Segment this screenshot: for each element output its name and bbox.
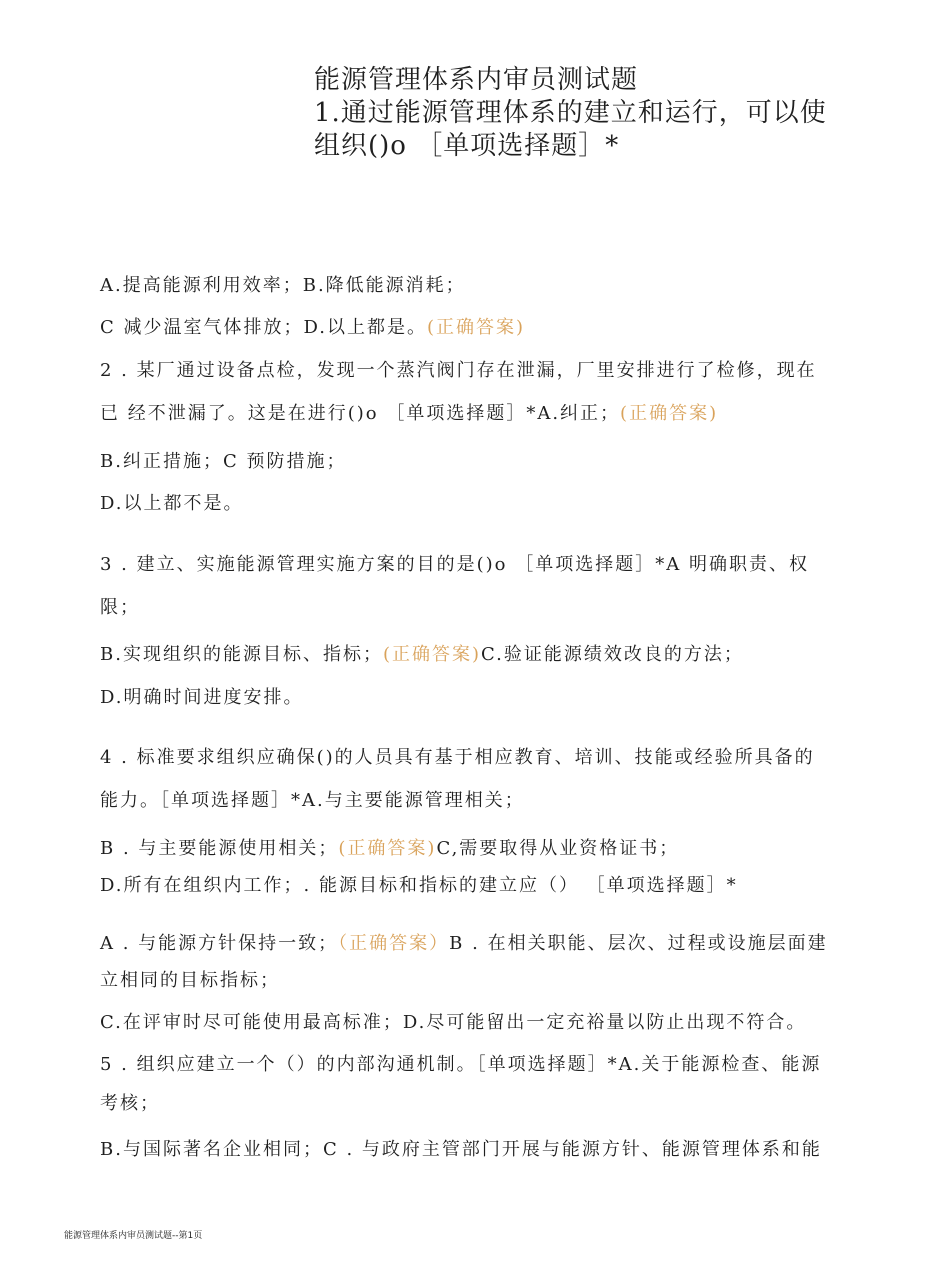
line-text: 已 经不泄漏了。这是在进行()o ［单项选择题］*A.纠正；: [100, 403, 621, 424]
line-text: 考核；: [100, 1093, 160, 1114]
text-line: [100, 596, 140, 620]
text-line: [100, 402, 718, 426]
line-text: 立相同的目标指标；: [100, 970, 280, 991]
correct-answer-mark: (正确答案): [620, 403, 719, 424]
title-line-2: 1.通过能源管理体系的建立和运行，可以使: [314, 98, 827, 128]
line-text: C 减少温室气体排放；D.以上都是。: [100, 317, 428, 338]
text-line: [100, 1092, 160, 1116]
line-text: D.所有在组织内工作；. 能源目标和指标的建立应（） ［单项选择题］*: [100, 875, 738, 896]
text-line: [100, 874, 738, 898]
line-text-after: C.验证能源绩效改良的方法；: [481, 644, 744, 665]
text-line: [100, 492, 244, 516]
document-title: [314, 64, 874, 163]
correct-answer-mark: (正确答案): [427, 317, 526, 338]
line-text: D.以上都不是。: [100, 493, 244, 514]
text-line: [100, 789, 525, 813]
title-line-1: 能源管理体系内审员测试题: [314, 65, 639, 95]
line-text: 2 . 某厂通过设备点检，发现一个蒸汽阀门存在泄漏，厂里安排进行了检修，现在: [100, 360, 817, 381]
text-line: [100, 553, 809, 577]
line-text-after: B . 在相关职能、层次、过程或设施层面建: [449, 933, 828, 954]
line-text: 5 . 组织应建立一个（）的内部沟通机制。［单项选择题］*A.关于能源检查、能源: [100, 1054, 822, 1075]
text-line: [100, 274, 466, 298]
text-line: [100, 359, 817, 383]
text-line: [100, 450, 346, 474]
line-text: D.明确时间进度安排。: [100, 687, 304, 708]
line-text: 3 . 建立、实施能源管理实施方案的目的是()o ［单项选择题］*A 明确职责、权: [100, 554, 809, 575]
text-line: [100, 746, 815, 770]
line-text: A . 与能源方针保持一致；: [100, 933, 339, 954]
line-text: B.与国际著名企业相同；C . 与政府主管部门开展与能源方针、能源管理体系和能: [100, 1139, 822, 1160]
text-line: [100, 1011, 806, 1035]
line-text: B.实现组织的能源目标、指标；: [100, 644, 383, 665]
page-footer: 能源管理体系内审员测试题--第1页: [64, 1231, 203, 1241]
line-text: 限；: [100, 597, 140, 618]
line-text: 4 . 标准要求组织应确保()的人员具有基于相应教育、培训、技能或经验所具备的: [100, 747, 815, 768]
line-text: A.提高能源利用效率；B.降低能源消耗；: [100, 275, 466, 296]
line-text: 能力。［单项选择题］*A.与主要能源管理相关；: [100, 790, 525, 811]
correct-answer-mark: （正确答案）: [338, 933, 450, 954]
text-line: [100, 643, 744, 667]
text-line: [100, 316, 525, 340]
text-line: [100, 686, 304, 710]
text-line: [100, 837, 679, 861]
correct-answer-mark: (正确答案): [382, 644, 481, 665]
line-text-after: C,需要取得从业资格证书；: [436, 838, 680, 859]
title-line-3: 组织()o ［单项选择题］*: [314, 131, 620, 161]
text-line: [100, 932, 828, 956]
text-line: [100, 1053, 821, 1077]
line-text: B.纠正措施；C 预防措施；: [100, 451, 347, 472]
text-line: [100, 1138, 822, 1162]
line-text: C.在评审时尽可能使用最高标准；D.尽可能留出一定充裕量以防止出现不符合。: [100, 1012, 807, 1033]
line-text: B . 与主要能源使用相关；: [100, 838, 339, 859]
correct-answer-mark: (正确答案): [338, 838, 437, 859]
text-line: [100, 969, 280, 993]
